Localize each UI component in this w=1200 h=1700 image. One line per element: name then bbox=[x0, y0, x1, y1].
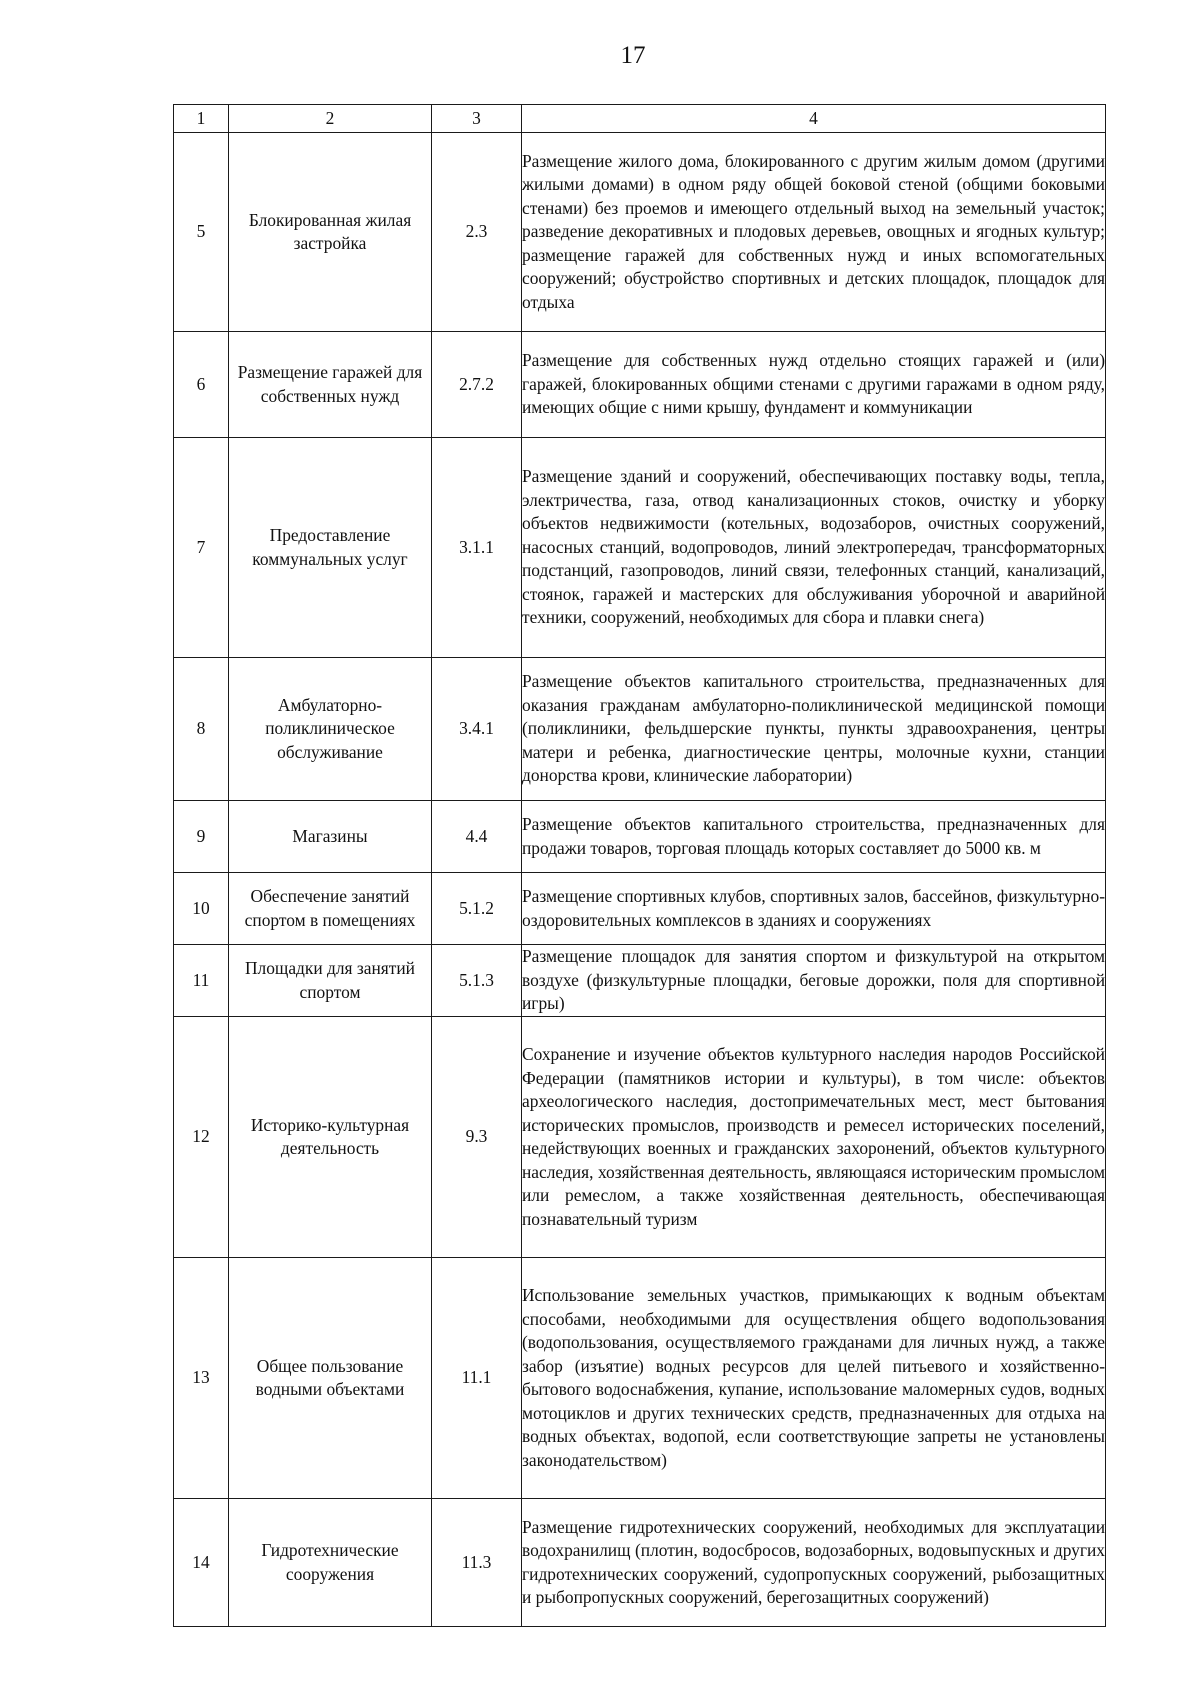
row-number: 13 bbox=[174, 1258, 229, 1499]
land-use-table bbox=[173, 104, 1106, 1627]
use-type-name: Общее пользование водными объектами bbox=[229, 1258, 432, 1499]
use-type-code: 5.1.3 bbox=[432, 945, 522, 1017]
row-number: 12 bbox=[174, 1017, 229, 1258]
use-type-name: Предоставление коммунальных услуг bbox=[229, 438, 432, 658]
table-row bbox=[174, 133, 1106, 332]
table-row bbox=[174, 658, 1106, 801]
use-type-description: Размещение гидротехнических сооружений, необходимых для эксплуатации водохранилищ (плотин, водосбросов, водозаборных, водовыпускных и других гидротехнических сооружений, судопропускных сооружений, рыбозащитных и рыбопропускных сооружений, берегозащитных сооружений) bbox=[522, 1499, 1106, 1627]
row-number: 9 bbox=[174, 801, 229, 873]
use-type-description: Размещение объектов капитального строительства, предназначенных для оказания гражданам амбулаторно-поликлинической медицинской помощи (поликлиники, фельдшерские пункты, пункты здравоохранения, центры матери и ребенка, диагностические центры, молочные кухни, станции донорства крови, клинические лаборатории) bbox=[522, 658, 1106, 801]
use-type-description: Размещение жилого дома, блокированного с другим жилым домом (другими жилыми домами) в одном ряду общей боковой стеной (общими боковыми стенами) без проемов и имеющего отдельный выход на земельный участок; разведение декоративных и плодовых деревьев, овощных и ягодных культур; размещение гаражей для собственных нужд и иных вспомогательных сооружений; обустройство спортивных и детских площадок, площадок для отдыха bbox=[522, 133, 1106, 332]
row-number: 8 bbox=[174, 658, 229, 801]
use-type-code: 11.3 bbox=[432, 1499, 522, 1627]
row-number: 6 bbox=[174, 332, 229, 438]
use-type-code: 11.1 bbox=[432, 1258, 522, 1499]
use-type-code: 2.3 bbox=[432, 133, 522, 332]
row-number: 10 bbox=[174, 873, 229, 945]
column-header-3: 3 bbox=[432, 105, 522, 133]
use-type-code: 4.4 bbox=[432, 801, 522, 873]
use-type-description: Размещение зданий и сооружений, обеспечивающих поставку воды, тепла, электричества, газа, отвод канализационных стоков, очистку и уборку объектов недвижимости (котельных, водозаборов, очистных сооружений, насосных станций, водопроводов, линий электропередач, трансформаторных подстанций, газопроводов, линий связи, телефонных станций, канализаций, стоянок, гаражей и мастерских для обслуживания уборочной и аварийной техники, сооружений, необходимых для сбора и плавки снега) bbox=[522, 438, 1106, 658]
table-row bbox=[174, 873, 1106, 945]
table-row bbox=[174, 1499, 1106, 1627]
use-type-code: 9.3 bbox=[432, 1017, 522, 1258]
use-type-code: 3.4.1 bbox=[432, 658, 522, 801]
use-type-name: Размещение гаражей для собственных нужд bbox=[229, 332, 432, 438]
row-number: 5 bbox=[174, 133, 229, 332]
table-row bbox=[174, 1017, 1106, 1258]
column-header-4: 4 bbox=[522, 105, 1106, 133]
row-number: 14 bbox=[174, 1499, 229, 1627]
use-type-description: Размещение спортивных клубов, спортивных залов, бассейнов, физкультурно-оздоровительных комплексов в зданиях и сооружениях bbox=[522, 873, 1106, 945]
use-type-name: Гидротехнические сооружения bbox=[229, 1499, 432, 1627]
use-type-code: 2.7.2 bbox=[432, 332, 522, 438]
use-type-name: Амбулаторно-поликлиническое обслуживание bbox=[229, 658, 432, 801]
use-type-name: Магазины bbox=[229, 801, 432, 873]
use-type-description: Размещение для собственных нужд отдельно стоящих гаражей и (или) гаражей, блокированных общими стенами с другими гаражами в одном ряду, имеющих общие с ними крышу, фундамент и коммуникации bbox=[522, 332, 1106, 438]
use-type-description: Размещение площадок для занятия спортом и физкультурой на открытом воздухе (физкультурные площадки, беговые дорожки, поля для спортивной игры) bbox=[522, 945, 1106, 1017]
table-row bbox=[174, 438, 1106, 658]
table-row bbox=[174, 801, 1106, 873]
row-number: 11 bbox=[174, 945, 229, 1017]
page-number: 17 bbox=[620, 42, 646, 69]
header-row bbox=[174, 105, 1106, 133]
column-header-1: 1 bbox=[174, 105, 229, 133]
use-type-name: Обеспечение занятий спортом в помещениях bbox=[229, 873, 432, 945]
column-header-2: 2 bbox=[229, 105, 432, 133]
use-type-description: Сохранение и изучение объектов культурного наследия народов Российской Федерации (памятников истории и культуры), в том числе: объектов археологического наследия, достопримечательных мест, мест бытования исторических промыслов, производств и ремесел исторических поселений, недействующих военных и гражданских захоронений, объектов культурного наследия, хозяйственная деятельность, являющаяся историческим промыслом или ремеслом, а также хозяйственная деятельность, обеспечивающая познавательный туризм bbox=[522, 1017, 1106, 1258]
use-type-code: 3.1.1 bbox=[432, 438, 522, 658]
use-type-name: Площадки для занятий спортом bbox=[229, 945, 432, 1017]
use-type-description: Использование земельных участков, примыкающих к водным объектам способами, необходимыми для осуществления общего водопользования (водопользования, осуществляемого гражданами для личных нужд, а также забор (изъятие) водных ресурсов для целей питьевого и хозяйственно-бытового водоснабжения, купание, использование маломерных судов, водных мотоциклов и других технических средств, предназначенных для отдыха на водных объектах, водопой, если соответствующие запреты не установлены законодательством) bbox=[522, 1258, 1106, 1499]
use-type-code: 5.1.2 bbox=[432, 873, 522, 945]
table-row bbox=[174, 945, 1106, 1017]
use-type-description: Размещение объектов капитального строительства, предназначенных для продажи товаров, торговая площадь которых составляет до 5000 кв. м bbox=[522, 801, 1106, 873]
table-row bbox=[174, 332, 1106, 438]
use-type-name: Блокированная жилая застройка bbox=[229, 133, 432, 332]
table-row bbox=[174, 1258, 1106, 1499]
use-type-name: Историко-культурная деятельность bbox=[229, 1017, 432, 1258]
row-number: 7 bbox=[174, 438, 229, 658]
